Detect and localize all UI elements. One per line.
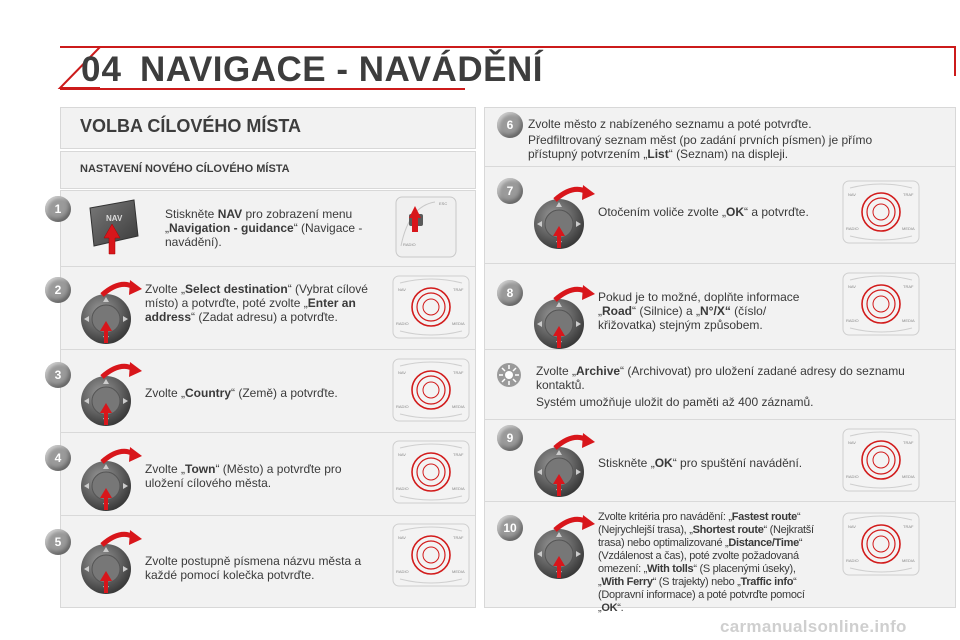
device-label-esc: ESC <box>439 201 448 206</box>
divider <box>484 166 956 167</box>
step-6-text: Zvolte město z nabízeného seznamu a poté potvrďte. <box>528 117 812 131</box>
svg-text:TRAF: TRAF <box>453 370 464 375</box>
step-badge-9: 9 <box>497 425 523 451</box>
svg-text:NAV: NAV <box>848 284 856 289</box>
svg-text:TRAF: TRAF <box>453 535 464 540</box>
svg-text:NAV: NAV <box>848 524 856 529</box>
svg-text:RADIO: RADIO <box>846 474 859 479</box>
svg-text:TRAF: TRAF <box>903 192 914 197</box>
divider <box>484 263 956 264</box>
step-3-text: Zvolte „Country“ (Země) a potvrďte. <box>145 386 338 400</box>
step-1-text: Stiskněte NAV pro zobrazení menu „Navigation - guidance“ (Navigace - navádění). <box>165 207 363 249</box>
svg-text:RADIO: RADIO <box>396 404 409 409</box>
svg-text:RADIO: RADIO <box>396 486 409 491</box>
step-badge-10: 10 <box>497 515 523 541</box>
rotary-knob-icon <box>533 430 599 502</box>
control-panel-closeup-icon <box>842 272 920 336</box>
svg-text:MEDIA: MEDIA <box>902 558 915 563</box>
rotary-knob-icon <box>533 182 599 254</box>
step-6-note: Předfiltrovaný seznam měst (po zadání prvních písmen) je přímo přístupný potvrzením „List“ (Seznam) na displeji. <box>528 133 873 161</box>
divider <box>60 432 476 433</box>
svg-text:MEDIA: MEDIA <box>452 404 465 409</box>
svg-text:NAV: NAV <box>848 440 856 445</box>
svg-text:RADIO: RADIO <box>846 318 859 323</box>
control-panel-closeup-icon <box>842 428 920 492</box>
step-badge-5: 5 <box>45 529 71 555</box>
step-badge-1: 1 <box>45 196 71 222</box>
nav-panel-closeup-icon <box>395 196 457 258</box>
step-badge-7: 7 <box>497 178 523 204</box>
svg-text:RADIO: RADIO <box>396 321 409 326</box>
svg-text:MEDIA: MEDIA <box>902 474 915 479</box>
rotary-knob-icon <box>533 512 599 584</box>
step-badge-4: 4 <box>45 445 71 471</box>
step-badge-3: 3 <box>45 362 71 388</box>
svg-text:RADIO: RADIO <box>846 226 859 231</box>
svg-text:TRAF: TRAF <box>453 287 464 292</box>
svg-text:MEDIA: MEDIA <box>902 318 915 323</box>
svg-text:TRAF: TRAF <box>453 452 464 457</box>
rotary-knob-icon <box>80 359 146 431</box>
section-subtitle: NASTAVENÍ NOVÉHO CÍLOVÉHO MÍSTA <box>80 163 290 175</box>
svg-text:NAV: NAV <box>848 192 856 197</box>
svg-text:MEDIA: MEDIA <box>452 569 465 574</box>
svg-text:NAV: NAV <box>398 535 406 540</box>
svg-text:TRAF: TRAF <box>903 524 914 529</box>
svg-text:MEDIA: MEDIA <box>902 226 915 231</box>
svg-text:MEDIA: MEDIA <box>452 486 465 491</box>
chapter-number: 04 <box>81 50 122 89</box>
divider <box>484 419 956 420</box>
step-5-text: Zvolte postupně písmena názvu města a každé pomocí kolečka potvrďte. <box>145 554 362 582</box>
step-2-text: Zvolte „Select destination“ (Vybrat cílové místo) a potvrďte, poté zvolte „Enter an address“ (Zadat adresu) a potvrďte. <box>145 282 368 324</box>
rotary-knob-icon <box>80 277 146 349</box>
svg-text:TRAF: TRAF <box>903 440 914 445</box>
step-8-text: Pokud je to možné, doplňte informace „Road“ (Silnice) a „N°/X“ (číslo/ křižovatka) stejným způsobem. <box>598 290 800 332</box>
step-10-text: Zvolte kritéria pro navádění: „Fastest route“ (Nejrychlejší trasa), „Shortest route“ (Nejkratší trasa) nebo optimalizované „Distance/Time“ (Vzdálenost a čas), poté zvolte požadovaná omezení: „With tolls“ (S placenými úseky), „With Ferry“ (S trajekty) nebo „Traffic info“ (Dopravní informace) a poté potvrďte pomocí „OK“. <box>598 511 814 614</box>
tip-text: Zvolte „Archive“ (Archivovat) pro uložení zadané adresy do seznamu kontaktů. <box>536 364 905 392</box>
tip-note: Systém umožňuje uložit do paměti až 400 záznamů. <box>536 395 814 409</box>
control-panel-closeup-icon <box>842 512 920 576</box>
control-panel-closeup-icon <box>392 275 470 339</box>
page-title: NAVIGACE - NAVÁDĚNÍ <box>140 50 543 89</box>
svg-text:RADIO: RADIO <box>396 569 409 574</box>
control-panel-closeup-icon <box>392 358 470 422</box>
control-panel-closeup-icon <box>842 180 920 244</box>
svg-text:RADIO: RADIO <box>846 558 859 563</box>
step-badge-2: 2 <box>45 277 71 303</box>
rotary-knob-icon <box>80 444 146 516</box>
divider <box>60 349 476 350</box>
nav-button-label: NAV <box>106 214 123 223</box>
svg-text:TRAF: TRAF <box>903 284 914 289</box>
footer-watermark: carmanualsonline.info <box>720 617 907 636</box>
step-9-text: Stiskněte „OK“ pro spuštění navádění. <box>598 456 803 470</box>
step-badge-6: 6 <box>497 112 523 138</box>
device-label-radio: RADIO <box>403 242 416 247</box>
step-4-text: Zvolte „Town“ (Město) a potvrďte pro uložení cílového města. <box>145 462 342 490</box>
nav-button-icon <box>82 196 144 258</box>
svg-text:NAV: NAV <box>398 452 406 457</box>
section-title: VOLBA CÍLOVÉHO MÍSTA <box>80 116 302 136</box>
header-rule-end <box>954 46 956 76</box>
control-panel-closeup-icon <box>392 523 470 587</box>
rotary-knob-icon <box>80 527 146 599</box>
divider <box>60 266 476 267</box>
step-7-text: Otočením voliče zvolte „OK“ a potvrďte. <box>598 205 809 219</box>
svg-text:NAV: NAV <box>398 370 406 375</box>
header-rule <box>60 46 955 48</box>
svg-text:MEDIA: MEDIA <box>452 321 465 326</box>
svg-text:NAV: NAV <box>398 287 406 292</box>
step-badge-8: 8 <box>497 280 523 306</box>
sun-tip-icon <box>496 362 522 388</box>
control-panel-closeup-icon <box>392 440 470 504</box>
rotary-knob-icon <box>533 282 599 354</box>
